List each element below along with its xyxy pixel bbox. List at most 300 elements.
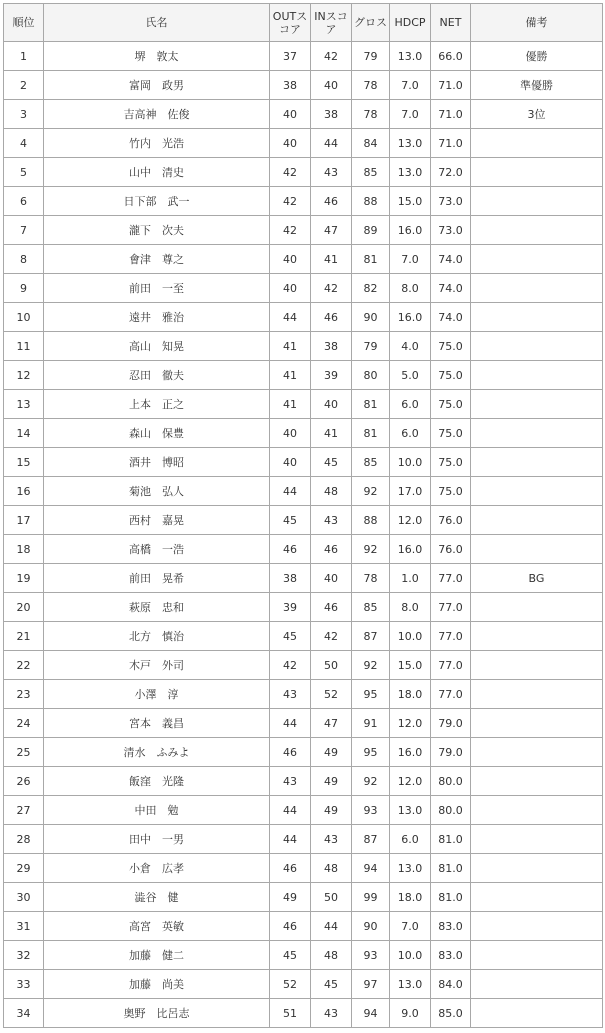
out-score-cell: 46: [270, 912, 311, 941]
remarks-cell: [471, 854, 603, 883]
in-score-cell: 42: [311, 274, 352, 303]
hdcp-cell: 18.0: [390, 680, 431, 709]
gross-cell: 81: [352, 419, 390, 448]
out-score-cell: 40: [270, 448, 311, 477]
hdcp-cell: 8.0: [390, 274, 431, 303]
table-row: [4, 593, 603, 622]
hdcp-cell: 6.0: [390, 390, 431, 419]
out-score-cell: 42: [270, 158, 311, 187]
name-cell: 堺 敦太: [44, 42, 270, 71]
out-score-cell: 43: [270, 680, 311, 709]
in-score-cell: 41: [311, 419, 352, 448]
net-cell: 77.0: [431, 593, 471, 622]
table-row: [4, 535, 603, 564]
in-score-cell: 49: [311, 767, 352, 796]
net-cell: 77.0: [431, 680, 471, 709]
header-remarks: 備考: [471, 4, 603, 42]
table-row: [4, 361, 603, 390]
net-cell: 75.0: [431, 361, 471, 390]
table-row: [4, 245, 603, 274]
out-score-cell: 37: [270, 42, 311, 71]
gross-cell: 80: [352, 361, 390, 390]
in-score-cell: 48: [311, 477, 352, 506]
gross-cell: 93: [352, 941, 390, 970]
hdcp-cell: 7.0: [390, 100, 431, 129]
hdcp-cell: 5.0: [390, 361, 431, 390]
out-score-cell: 38: [270, 71, 311, 100]
rank-cell: 3: [4, 100, 44, 129]
hdcp-cell: 7.0: [390, 245, 431, 274]
remarks-cell: [471, 158, 603, 187]
gross-cell: 95: [352, 680, 390, 709]
in-score-cell: 40: [311, 71, 352, 100]
out-score-cell: 40: [270, 274, 311, 303]
rank-cell: 21: [4, 622, 44, 651]
name-cell: 日下部 武一: [44, 187, 270, 216]
hdcp-cell: 12.0: [390, 506, 431, 535]
results-table: [3, 3, 603, 1028]
in-score-cell: 44: [311, 129, 352, 158]
net-cell: 71.0: [431, 129, 471, 158]
remarks-cell: [471, 187, 603, 216]
name-cell: 加藤 尚美: [44, 970, 270, 999]
in-score-cell: 40: [311, 564, 352, 593]
net-cell: 73.0: [431, 216, 471, 245]
in-score-cell: 49: [311, 796, 352, 825]
remarks-cell: [471, 593, 603, 622]
out-score-cell: 40: [270, 129, 311, 158]
gross-cell: 79: [352, 332, 390, 361]
rank-cell: 26: [4, 767, 44, 796]
header-in-score: INスコア: [311, 4, 352, 42]
gross-cell: 94: [352, 999, 390, 1028]
name-cell: 萩原 忠和: [44, 593, 270, 622]
hdcp-cell: 8.0: [390, 593, 431, 622]
name-cell: 高宮 英敏: [44, 912, 270, 941]
table-row: [4, 100, 603, 129]
hdcp-cell: 1.0: [390, 564, 431, 593]
table-row: [4, 332, 603, 361]
out-score-cell: 49: [270, 883, 311, 912]
table-row: [4, 796, 603, 825]
gross-cell: 85: [352, 448, 390, 477]
name-cell: 吉高神 佐俊: [44, 100, 270, 129]
hdcp-cell: 15.0: [390, 187, 431, 216]
gross-cell: 89: [352, 216, 390, 245]
remarks-cell: [471, 448, 603, 477]
remarks-cell: [471, 825, 603, 854]
rank-cell: 17: [4, 506, 44, 535]
name-cell: 宮本 義昌: [44, 709, 270, 738]
in-score-cell: 40: [311, 390, 352, 419]
hdcp-cell: 16.0: [390, 738, 431, 767]
out-score-cell: 46: [270, 738, 311, 767]
header-rank: 順位: [4, 4, 44, 42]
table-row: [4, 767, 603, 796]
in-score-cell: 42: [311, 42, 352, 71]
out-score-cell: 39: [270, 593, 311, 622]
in-score-cell: 42: [311, 622, 352, 651]
name-cell: 小倉 広孝: [44, 854, 270, 883]
in-score-cell: 45: [311, 970, 352, 999]
gross-cell: 88: [352, 506, 390, 535]
net-cell: 74.0: [431, 274, 471, 303]
in-score-cell: 48: [311, 941, 352, 970]
gross-cell: 87: [352, 622, 390, 651]
in-score-cell: 38: [311, 100, 352, 129]
name-cell: 中田 勉: [44, 796, 270, 825]
gross-cell: 81: [352, 390, 390, 419]
rank-cell: 1: [4, 42, 44, 71]
header-gross: グロス: [352, 4, 390, 42]
gross-cell: 91: [352, 709, 390, 738]
rank-cell: 28: [4, 825, 44, 854]
hdcp-cell: 7.0: [390, 912, 431, 941]
table-row: [4, 187, 603, 216]
name-cell: 忍田 徹夫: [44, 361, 270, 390]
name-cell: 竹内 光浩: [44, 129, 270, 158]
net-cell: 74.0: [431, 303, 471, 332]
table-row: [4, 738, 603, 767]
gross-cell: 92: [352, 767, 390, 796]
hdcp-cell: 12.0: [390, 709, 431, 738]
name-cell: 西村 嘉晃: [44, 506, 270, 535]
in-score-cell: 46: [311, 593, 352, 622]
hdcp-cell: 6.0: [390, 419, 431, 448]
remarks-cell: [471, 738, 603, 767]
remarks-cell: [471, 419, 603, 448]
net-cell: 76.0: [431, 535, 471, 564]
remarks-cell: [471, 709, 603, 738]
in-score-cell: 41: [311, 245, 352, 274]
out-score-cell: 44: [270, 303, 311, 332]
net-cell: 74.0: [431, 245, 471, 274]
net-cell: 75.0: [431, 477, 471, 506]
table-row: [4, 158, 603, 187]
in-score-cell: 39: [311, 361, 352, 390]
rank-cell: 5: [4, 158, 44, 187]
remarks-cell: [471, 245, 603, 274]
table-row: [4, 564, 603, 593]
rank-cell: 11: [4, 332, 44, 361]
hdcp-cell: 10.0: [390, 622, 431, 651]
table-row: [4, 274, 603, 303]
hdcp-cell: 4.0: [390, 332, 431, 361]
gross-cell: 95: [352, 738, 390, 767]
gross-cell: 84: [352, 129, 390, 158]
out-score-cell: 40: [270, 419, 311, 448]
table-row: [4, 622, 603, 651]
net-cell: 83.0: [431, 912, 471, 941]
net-cell: 71.0: [431, 71, 471, 100]
net-cell: 81.0: [431, 825, 471, 854]
rank-cell: 31: [4, 912, 44, 941]
table-row: [4, 71, 603, 100]
hdcp-cell: 12.0: [390, 767, 431, 796]
hdcp-cell: 13.0: [390, 129, 431, 158]
out-score-cell: 44: [270, 825, 311, 854]
net-cell: 79.0: [431, 709, 471, 738]
table-row: [4, 941, 603, 970]
in-score-cell: 43: [311, 506, 352, 535]
out-score-cell: 45: [270, 622, 311, 651]
net-cell: 79.0: [431, 738, 471, 767]
table-row: [4, 883, 603, 912]
rank-cell: 2: [4, 71, 44, 100]
remarks-cell: [471, 999, 603, 1028]
rank-cell: 23: [4, 680, 44, 709]
remarks-cell: [471, 332, 603, 361]
remarks-cell: [471, 622, 603, 651]
out-score-cell: 40: [270, 245, 311, 274]
net-cell: 83.0: [431, 941, 471, 970]
gross-cell: 85: [352, 593, 390, 622]
rank-cell: 27: [4, 796, 44, 825]
out-score-cell: 44: [270, 709, 311, 738]
rank-cell: 13: [4, 390, 44, 419]
net-cell: 76.0: [431, 506, 471, 535]
out-score-cell: 41: [270, 332, 311, 361]
gross-cell: 90: [352, 912, 390, 941]
gross-cell: 82: [352, 274, 390, 303]
name-cell: 北方 慎治: [44, 622, 270, 651]
table-row: [4, 651, 603, 680]
gross-cell: 94: [352, 854, 390, 883]
in-score-cell: 46: [311, 535, 352, 564]
hdcp-cell: 18.0: [390, 883, 431, 912]
net-cell: 75.0: [431, 419, 471, 448]
table-row: [4, 506, 603, 535]
hdcp-cell: 13.0: [390, 796, 431, 825]
name-cell: 飯窪 光隆: [44, 767, 270, 796]
name-cell: 會津 尊之: [44, 245, 270, 274]
in-score-cell: 44: [311, 912, 352, 941]
remarks-cell: 準優勝: [471, 71, 603, 100]
net-cell: 80.0: [431, 796, 471, 825]
rank-cell: 30: [4, 883, 44, 912]
net-cell: 72.0: [431, 158, 471, 187]
table-row: [4, 912, 603, 941]
rank-cell: 25: [4, 738, 44, 767]
name-cell: 高橋 一浩: [44, 535, 270, 564]
hdcp-cell: 10.0: [390, 448, 431, 477]
name-cell: 瀧下 次夫: [44, 216, 270, 245]
out-score-cell: 43: [270, 767, 311, 796]
out-score-cell: 38: [270, 564, 311, 593]
hdcp-cell: 15.0: [390, 651, 431, 680]
hdcp-cell: 13.0: [390, 42, 431, 71]
net-cell: 81.0: [431, 854, 471, 883]
in-score-cell: 50: [311, 651, 352, 680]
rank-cell: 7: [4, 216, 44, 245]
remarks-cell: [471, 506, 603, 535]
gross-cell: 93: [352, 796, 390, 825]
net-cell: 84.0: [431, 970, 471, 999]
in-score-cell: 49: [311, 738, 352, 767]
rank-cell: 33: [4, 970, 44, 999]
hdcp-cell: 16.0: [390, 216, 431, 245]
out-score-cell: 41: [270, 390, 311, 419]
in-score-cell: 48: [311, 854, 352, 883]
out-score-cell: 45: [270, 506, 311, 535]
in-score-cell: 52: [311, 680, 352, 709]
net-cell: 73.0: [431, 187, 471, 216]
remarks-cell: BG: [471, 564, 603, 593]
rank-cell: 4: [4, 129, 44, 158]
out-score-cell: 52: [270, 970, 311, 999]
gross-cell: 87: [352, 825, 390, 854]
gross-cell: 85: [352, 158, 390, 187]
header-out-score: OUTスコア: [270, 4, 311, 42]
remarks-cell: [471, 535, 603, 564]
header-hdcp: HDCP: [390, 4, 431, 42]
gross-cell: 92: [352, 535, 390, 564]
in-score-cell: 43: [311, 825, 352, 854]
results-body: [4, 42, 603, 1028]
in-score-cell: 50: [311, 883, 352, 912]
name-cell: 酒井 博昭: [44, 448, 270, 477]
remarks-cell: [471, 361, 603, 390]
header-net: NET: [431, 4, 471, 42]
table-row: [4, 825, 603, 854]
rank-cell: 9: [4, 274, 44, 303]
remarks-cell: [471, 680, 603, 709]
rank-cell: 15: [4, 448, 44, 477]
gross-cell: 79: [352, 42, 390, 71]
remarks-cell: [471, 796, 603, 825]
net-cell: 80.0: [431, 767, 471, 796]
table-row: [4, 216, 603, 245]
rank-cell: 20: [4, 593, 44, 622]
in-score-cell: 43: [311, 158, 352, 187]
gross-cell: 99: [352, 883, 390, 912]
rank-cell: 12: [4, 361, 44, 390]
name-cell: 木戸 外司: [44, 651, 270, 680]
name-cell: 澁谷 健: [44, 883, 270, 912]
remarks-cell: [471, 477, 603, 506]
remarks-cell: [471, 303, 603, 332]
gross-cell: 97: [352, 970, 390, 999]
name-cell: 清水 ふみよ: [44, 738, 270, 767]
header-name: 氏名: [44, 4, 270, 42]
net-cell: 75.0: [431, 390, 471, 419]
remarks-cell: [471, 912, 603, 941]
name-cell: 菊池 弘人: [44, 477, 270, 506]
out-score-cell: 42: [270, 216, 311, 245]
table-row: [4, 999, 603, 1028]
table-row: [4, 680, 603, 709]
name-cell: 富岡 政男: [44, 71, 270, 100]
net-cell: 81.0: [431, 883, 471, 912]
net-cell: 85.0: [431, 999, 471, 1028]
gross-cell: 78: [352, 564, 390, 593]
remarks-cell: 3位: [471, 100, 603, 129]
rank-cell: 8: [4, 245, 44, 274]
name-cell: 田中 一男: [44, 825, 270, 854]
rank-cell: 34: [4, 999, 44, 1028]
gross-cell: 78: [352, 100, 390, 129]
gross-cell: 92: [352, 651, 390, 680]
hdcp-cell: 13.0: [390, 854, 431, 883]
net-cell: 66.0: [431, 42, 471, 71]
name-cell: 前田 一至: [44, 274, 270, 303]
out-score-cell: 46: [270, 535, 311, 564]
name-cell: 前田 晃希: [44, 564, 270, 593]
header-row: [4, 4, 603, 42]
hdcp-cell: 10.0: [390, 941, 431, 970]
table-row: [4, 303, 603, 332]
rank-cell: 18: [4, 535, 44, 564]
out-score-cell: 45: [270, 941, 311, 970]
out-score-cell: 46: [270, 854, 311, 883]
in-score-cell: 43: [311, 999, 352, 1028]
rank-cell: 14: [4, 419, 44, 448]
remarks-cell: 優勝: [471, 42, 603, 71]
name-cell: 高山 知晃: [44, 332, 270, 361]
name-cell: 森山 保豊: [44, 419, 270, 448]
gross-cell: 90: [352, 303, 390, 332]
table-row: [4, 129, 603, 158]
hdcp-cell: 17.0: [390, 477, 431, 506]
in-score-cell: 46: [311, 187, 352, 216]
hdcp-cell: 9.0: [390, 999, 431, 1028]
name-cell: 遠井 雅治: [44, 303, 270, 332]
name-cell: 奥野 比呂志: [44, 999, 270, 1028]
net-cell: 75.0: [431, 448, 471, 477]
hdcp-cell: 16.0: [390, 303, 431, 332]
remarks-cell: [471, 883, 603, 912]
gross-cell: 78: [352, 71, 390, 100]
net-cell: 77.0: [431, 651, 471, 680]
out-score-cell: 40: [270, 100, 311, 129]
out-score-cell: 44: [270, 477, 311, 506]
table-row: [4, 390, 603, 419]
table-row: [4, 709, 603, 738]
table-row: [4, 448, 603, 477]
name-cell: 上本 正之: [44, 390, 270, 419]
rank-cell: 16: [4, 477, 44, 506]
remarks-cell: [471, 390, 603, 419]
out-score-cell: 41: [270, 361, 311, 390]
name-cell: 山中 清史: [44, 158, 270, 187]
table-row: [4, 970, 603, 999]
gross-cell: 92: [352, 477, 390, 506]
name-cell: 小澤 淳: [44, 680, 270, 709]
hdcp-cell: 6.0: [390, 825, 431, 854]
remarks-cell: [471, 970, 603, 999]
net-cell: 77.0: [431, 564, 471, 593]
in-score-cell: 38: [311, 332, 352, 361]
out-score-cell: 42: [270, 187, 311, 216]
remarks-cell: [471, 274, 603, 303]
gross-cell: 88: [352, 187, 390, 216]
rank-cell: 29: [4, 854, 44, 883]
hdcp-cell: 13.0: [390, 158, 431, 187]
hdcp-cell: 13.0: [390, 970, 431, 999]
in-score-cell: 45: [311, 448, 352, 477]
table-row: [4, 42, 603, 71]
hdcp-cell: 7.0: [390, 71, 431, 100]
out-score-cell: 51: [270, 999, 311, 1028]
remarks-cell: [471, 767, 603, 796]
table-row: [4, 419, 603, 448]
table-row: [4, 854, 603, 883]
remarks-cell: [471, 129, 603, 158]
in-score-cell: 46: [311, 303, 352, 332]
name-cell: 加藤 健二: [44, 941, 270, 970]
rank-cell: 10: [4, 303, 44, 332]
rank-cell: 32: [4, 941, 44, 970]
